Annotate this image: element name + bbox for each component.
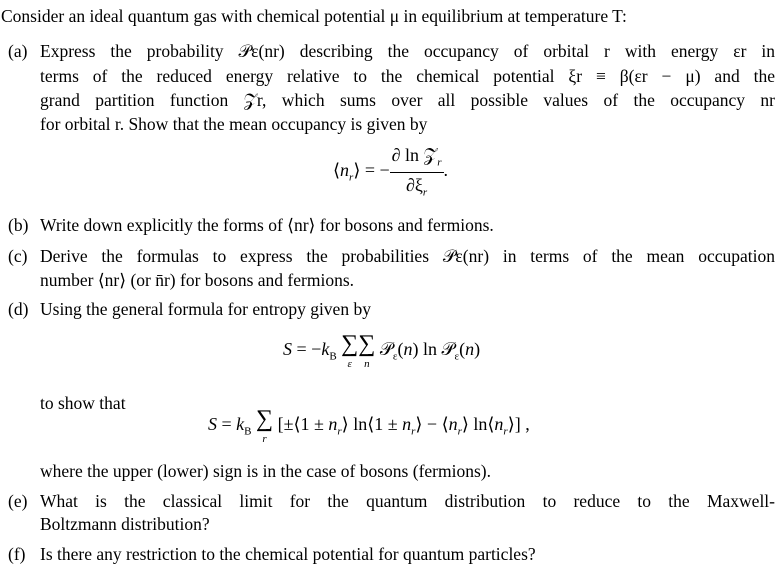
part-b-label: (b) [8,215,29,235]
part-e-line-2: Boltzmann distribution? [40,514,210,534]
part-c-label: (c) [8,246,28,266]
part-a-line-1: Express the probability 𝒫ε(nr) describing the occupancy of orbital r with energy εr in [40,41,775,61]
entropy-quantum-equation: $S = k_B$ ∑ r [±⟨1 ± $n_r⟩$ ln⟨1 ± $n_r⟩$ − $⟨n_r⟩$ $\ln⟨n_r⟩$] , [208,406,530,445]
part-d-line-1: Using the general formula for entropy given by [40,299,371,319]
part-c-line-2: number ⟨nr⟩ (or n̄r) for bosons and fermions. [40,270,355,290]
part-a-line-4: for orbital r. Show that the mean occupancy is given by [40,114,428,134]
part-b-line-1: Write down explicitly the forms of ⟨nr⟩ for bosons and fermions. [40,215,494,235]
entropy-general-equation: $S = -k_B$ ∑ ε ∑ n 𝒫$_\varepsilon$(n) ln 𝒫$_\varepsilon$(n) [283,331,481,370]
part-f-label: (f) [8,544,26,564]
part-d-middle-text: to show that [40,393,126,413]
intro-text: Consider an ideal quantum gas with chemical potential μ in equilibrium at temperature T: [1,6,627,26]
part-f-line-1: Is there any restriction to the chemical potential for quantum particles? [40,544,536,564]
part-c-line-1: Derive the formulas to express the probabilities 𝒫ε(nr) in terms of the mean occupation [40,246,775,266]
part-e-line-1: What is the classical limit for the quantum distribution to reduce to the Maxwell- [40,491,775,511]
mean-occupancy-equation: $⟨n_r⟩$ = − $\frac{\partial \ln 𝒵_r}{\partial\xi_r}$ . [333,145,449,199]
part-a-line-2: terms of the reduced energy relative to the chemical potential ξr ≡ β(εr − μ) and the [40,66,775,86]
part-d-label: (d) [8,299,29,319]
part-e-label: (e) [8,491,28,511]
part-a-label: (a) [8,41,28,61]
part-d-after-text: where the upper (lower) sign is in the case of bosons (fermions). [40,461,491,481]
part-a-line-3: grand partition function 𝒵r, which sums over all possible values of the occupancy nr [40,90,775,110]
